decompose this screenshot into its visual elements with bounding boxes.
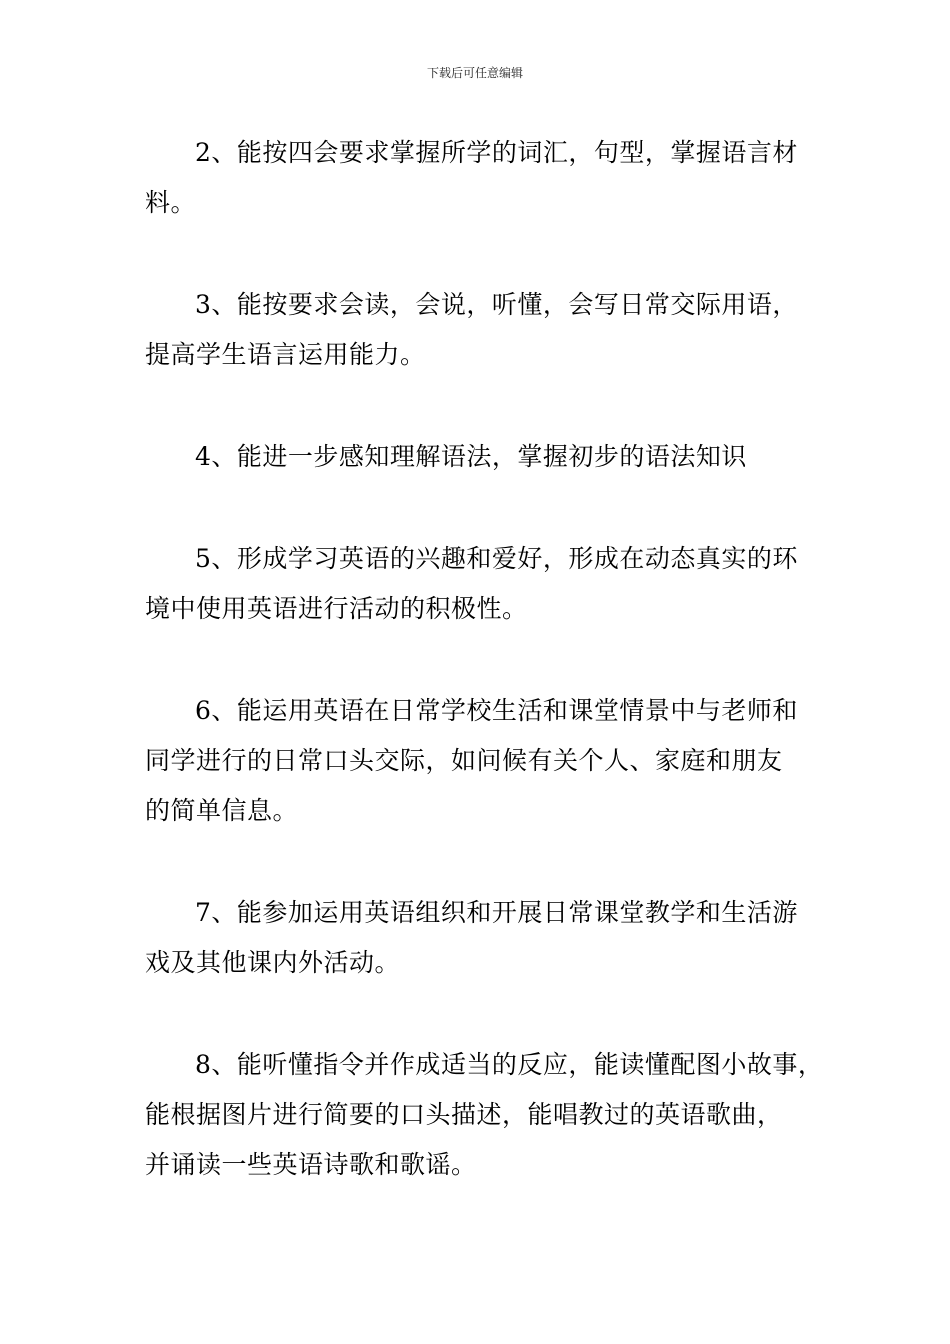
paragraph-item-3 [145,280,810,380]
paragraph-line: 料。 [145,188,197,217]
paragraph-line: 戏及其他课内外活动。 [145,948,401,977]
paragraph-line: 7、能参加运用英语组织和开展日常课堂教学和生活游 [195,898,798,927]
paragraph-line: 提高学生语言运用能力。 [145,340,426,369]
paragraph-line: 境中使用英语进行活动的积极性。 [145,594,528,623]
paragraph-line: 5、形成学习英语的兴趣和爱好，形成在动态真实的环 [195,544,798,573]
paragraph-line: 3、能按要求会读，会说，听懂，会写日常交际用语， [195,290,798,319]
paragraph-item-7 [145,888,810,988]
paragraph-item-6 [145,686,810,836]
paragraph-item-4 [145,432,810,482]
paragraph-line: 6、能运用英语在日常学校生活和课堂情景中与老师和 [195,696,798,725]
page-header: 下载后可任意编辑 [426,66,523,80]
paragraph-item-8 [145,1040,824,1190]
paragraph-line: 并诵读一些英语诗歌和歌谣。 [145,1150,477,1179]
paragraph-item-2 [145,128,810,228]
paragraph-line: 的简单信息。 [145,796,299,825]
paragraph-line: 4、能进一步感知理解语法，掌握初步的语法知识 [195,442,747,471]
paragraph-item-5 [145,534,810,634]
paragraph-line: 能根据图片进行简要的口头描述，能唱教过的英语歌曲， [145,1100,783,1129]
document-body [145,128,824,1242]
paragraph-line: 2、能按四会要求掌握所学的词汇，句型，掌握语言材 [195,138,798,167]
paragraph-line: 8、能听懂指令并作成适当的反应，能读懂配图小故事， [195,1050,824,1079]
paragraph-line: 同学进行的日常口头交际，如问候有关个人、家庭和朋友 [145,746,783,775]
